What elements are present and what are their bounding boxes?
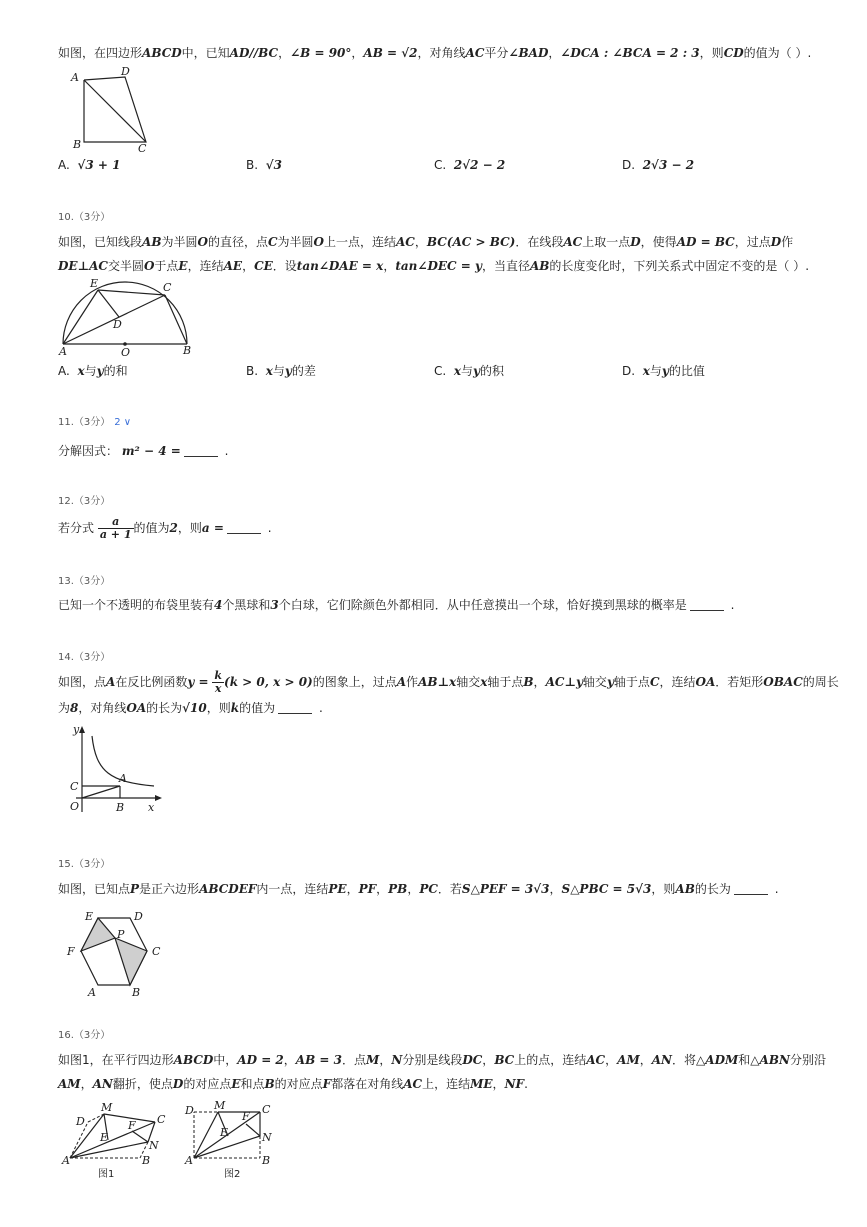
q16-f1-label-c: C: [157, 1113, 166, 1126]
q9-diagonal-ac: [84, 80, 146, 142]
q10-line2: DE⊥AC交半圆O于点E，连结AE，CE．设tan∠DAE = x，tan∠DEC = y，当直径AB的长度变化时，下列关系式中固定不变的是（ ）.: [58, 259, 810, 273]
q13-header: 13.（3分）: [58, 576, 111, 587]
q10-seg-ec: [98, 290, 165, 295]
q10-label-a: A: [59, 345, 67, 358]
q16-figure-1: [60, 1100, 178, 1182]
q15-header: 15.（3分）: [58, 859, 111, 870]
q11-header: 11.（3分） 2 ∨: [58, 417, 132, 428]
q16-header: 16.（3分）: [58, 1030, 111, 1041]
q16-line2: AM，AN翻折，使点D的对应点E和点B的对应点F都落在对角线AC上，连结ME，NF.: [58, 1077, 528, 1091]
q13-stem: 已知一个不透明的布袋里装有4个黑球和3个白球，它们除颜色外都相同．从中任意摸出一个球，恰好摸到黑球的概率是 .: [58, 598, 735, 612]
q16-f1-seg-nf: [132, 1131, 148, 1142]
q16-f2-label-b: B: [262, 1154, 271, 1167]
q10-label-e: E: [90, 277, 99, 290]
q11-answer-blank[interactable]: [184, 444, 218, 457]
q16-f1-label-e: E: [100, 1131, 109, 1144]
q15-label-p: P: [117, 928, 125, 941]
q16-f2-label-d: D: [185, 1104, 194, 1117]
q12-answer-blank[interactable]: [227, 521, 261, 534]
q16-f1-label-f: F: [128, 1119, 136, 1132]
q14-y-arrow: [79, 726, 85, 733]
q10-label-c: C: [163, 281, 172, 294]
q16-f1-caption: 图1: [98, 1169, 115, 1180]
q14-label-y: y: [73, 723, 80, 736]
q10-option-b[interactable]: B. x与y的差: [246, 364, 316, 378]
q16-f1-label-a: A: [62, 1154, 70, 1167]
q16-f2-seg-nf: [246, 1124, 260, 1136]
q10-option-c[interactable]: C. x与y的积: [434, 364, 505, 378]
q14-label-o: O: [70, 800, 80, 813]
q9-option-b[interactable]: B. √3: [246, 158, 282, 172]
q16-f1-label-d: D: [76, 1115, 85, 1128]
q14-header: 14.（3分）: [58, 652, 111, 663]
q16-f1-label-b: B: [142, 1154, 151, 1167]
q16-f1-seg-an: [70, 1142, 148, 1158]
q9-label-c: C: [138, 142, 147, 155]
q12-header: 12.（3分）: [58, 496, 111, 507]
q10-label-d: D: [113, 318, 122, 331]
q15-label-b: B: [132, 986, 141, 997]
q14-answer-blank[interactable]: [278, 701, 312, 714]
q10-line1: 如图，已知线段AB为半圆O的直径，点C为半圆O上一点，连结AC，BC(AC > BC)．在线段AC上取一点D，使得AD = BC，过点D作: [58, 235, 794, 249]
q15-label-a: A: [88, 986, 96, 997]
q16-line1: 如图1，在平行四边形ABCD中，AD = 2，AB = 3．点M，N分别是线段DC，BC上的点，连结AC，AM，AN．将△ADM和△ABN分别沿: [58, 1053, 826, 1067]
q11-badge[interactable]: 2 ∨: [114, 417, 132, 428]
q14-line2: 为8，对角线OA的长为√10，则k的值为 .: [58, 701, 323, 715]
q9-option-a[interactable]: A. √3 + 1: [58, 158, 121, 172]
q15-label-f: F: [67, 945, 75, 958]
q10-seg-bc: [165, 295, 187, 344]
q14-x-arrow: [155, 795, 162, 801]
q10-label-o: O: [121, 346, 131, 358]
q9-option-c[interactable]: C. 2√2 − 2: [434, 158, 506, 172]
q10-header: 10.（3分）: [58, 212, 111, 223]
q13-answer-blank[interactable]: [690, 598, 724, 611]
q9-option-d[interactable]: D. 2√3 − 2: [622, 158, 695, 172]
q16-f2-label-a: A: [185, 1154, 193, 1167]
q12-stem: 若分式 $\frac{a}{a + 1}$ 的值为2，则a = .: [58, 515, 272, 541]
q16-f2-label-e: E: [220, 1126, 229, 1139]
q15-label-e: E: [85, 910, 94, 923]
q9-label-b: B: [73, 138, 82, 151]
q16-f2-label-n: N: [262, 1131, 272, 1144]
q16-f2-caption: 图2: [224, 1169, 241, 1180]
q15-label-c: C: [152, 945, 161, 958]
q10-option-d[interactable]: D. x与y的比值: [622, 364, 705, 378]
q14-line1: 如图，点A在反比例函数y = $\frac{k}{x}$ (k > 0, x > 0)的图象上，过点A作AB⊥x轴交x轴于点B，AC⊥y轴交y轴于点C，连结OA．若矩形OBAC的周长: [58, 669, 839, 695]
q9-figure: [62, 64, 162, 156]
q16-f2-label-c: C: [262, 1103, 271, 1116]
q9-label-a: A: [71, 71, 79, 84]
q14-seg-oa: [82, 786, 120, 798]
q16-f2-label-f: F: [242, 1110, 250, 1123]
q16-f1-label-n: N: [149, 1139, 159, 1152]
q9-label-d: D: [121, 65, 130, 78]
q10-figure: [56, 276, 206, 358]
q10-label-b: B: [183, 344, 192, 357]
q12-fraction: $\frac{a}{a + 1}$: [99, 515, 132, 541]
q14-fraction: $\frac{k}{x}$: [214, 669, 223, 695]
q14-label-c: C: [70, 780, 79, 793]
q10-seg-ed: [98, 290, 119, 317]
q15-triangle-pbc: [115, 938, 147, 985]
q16-figure-2: [182, 1100, 282, 1182]
q16-f1-label-m: M: [101, 1101, 113, 1114]
q14-figure: [62, 722, 172, 818]
q14-label-b: B: [116, 801, 125, 814]
q15-label-d: D: [134, 910, 143, 923]
q9-stem: 如图，在四边形ABCD中，已知AD//BC，∠B = 90°，AB = √2，对角线AC平分∠BAD，∠DCA : ∠BCA = 2 : 3，则CD的值为（ ）.: [58, 46, 812, 60]
q11-stem: 分解因式： m² − 4 = .: [58, 444, 229, 458]
q14-label-x: x: [148, 801, 155, 814]
q16-f2-label-m: M: [214, 1100, 226, 1112]
q10-option-a[interactable]: A. x与y的和: [58, 364, 128, 378]
q15-stem: 如图，已知点P是正六边形ABCDEF内一点，连结PE，PF，PB，PC．若S△PEF = 3√3，S△PBC = 5√3，则AB的长为 .: [58, 882, 779, 896]
q15-answer-blank[interactable]: [734, 882, 768, 895]
q15-figure: [62, 905, 172, 997]
q14-label-a: A: [119, 772, 127, 785]
